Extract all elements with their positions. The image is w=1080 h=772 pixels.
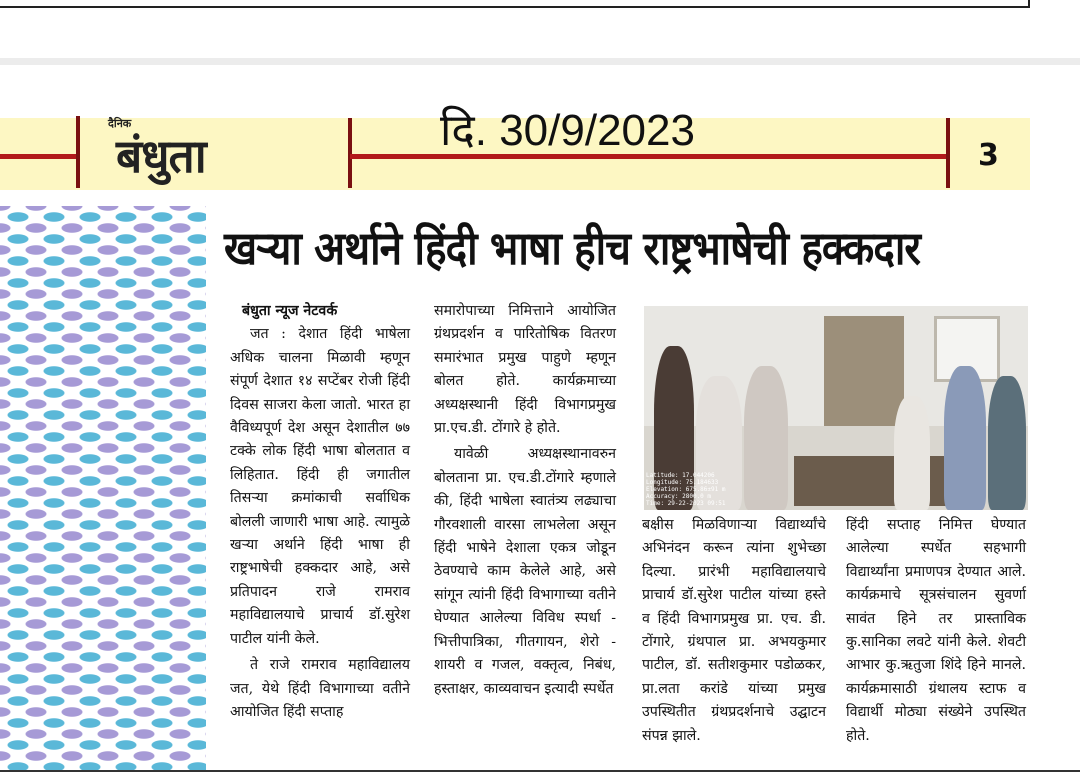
photo-gps-stamp: Latitude: 17.044206 Longitude: 75.184633 Elevation: 675.86±91 m Accuracy: 2800.0 m Time: 29-22-2023 09:51 xyxy=(646,472,726,507)
masthead-divider-mid xyxy=(348,118,352,188)
photo-person xyxy=(894,396,930,510)
article-column-4 xyxy=(846,514,1026,748)
paragraph: समारोपाच्या निमित्ताने आयोजित ग्रंथप्रदर्शन व पारितोषिक वितरण समारंभात प्रमुख पाहुणे म्हणून बोलत होते. कार्यक्रमाच्या अध्यक्षस्थानी हिंदी विभागप्रमुख प्रा.एच.डी. टोंगारे हे होते. xyxy=(434,303,616,437)
article-column-3 xyxy=(642,514,826,748)
issue-date: दि. 30/9/2023 xyxy=(440,106,695,155)
fish-pattern-overlay xyxy=(0,206,206,772)
page-number: 3 xyxy=(978,138,999,173)
article-headline: खऱ्या अर्थाने हिंदी भाषा हीच राष्ट्रभाषेची हक्कदार xyxy=(224,221,921,275)
masthead-rule-left xyxy=(0,154,78,159)
photo-bookshelf xyxy=(824,316,904,426)
article-column-1 xyxy=(230,300,410,724)
event-photo xyxy=(644,306,1028,510)
photo-person xyxy=(944,366,986,510)
masthead-divider-right xyxy=(946,118,950,188)
paragraph: यावेळी अध्यक्षस्थानावरुन बोलताना प्रा. एच.डी.टोंगारे म्हणाले की, हिंदी भाषेला स्वातंत्र्य लढ्याचा गौरवशाली वारसा लाभलेला असून हिंदी भाषेने देशाला एकत्र जोडून ठेवण्याचे काम केलेले आहे, असे सांगून त्यांनी हिंदी विभागाच्या वतीने घेण्यात आलेल्या विविध स्पर्धा - भित्तीपात्रिका, गीतगायन, शेरो - शायरी व गजल, वक्तृत्व, निबंध, हस्ताक्षर, काव्यवाचन इत्यादी स्पर्धेत xyxy=(434,446,616,697)
paragraph: जत : देशात हिंदी भाषेला अधिक चालना मिळावी म्हणून संपूर्ण देशात १४ सप्टेंबर रोजी हिंदी दिवस साजरा केला जातो. भारत हा वैविध्यपूर्ण देश असून देशातील ७७ टक्के लोक हिंदी भाषा बोलतात व लिहितात. हिंदी ही जगातील तिसऱ्या क्रमांकाची सर्वाधिक बोलली जाणारी भाषा आहे. त्यामुळे खऱ्या अर्थाने हिंदी भाषा ही राष्ट्रभाषेची हक्कदार आहे, असे प्रतिपादन राजे रामराव महाविद्यालयाचे प्राचार्य डॉ.सुरेश पाटील यांनी केले. xyxy=(230,326,410,647)
photo-person xyxy=(744,366,788,510)
article-column-2 xyxy=(434,300,616,701)
divider-band xyxy=(0,58,1080,65)
paragraph: हिंदी सप्ताह निमित्त घेण्यात आलेल्या स्पर्धेत सहभागी विद्यार्थ्यांना प्रमाणपत्र देण्यात आले. कार्यक्रमाचे सूत्रसंचालन सुवर्णा सावंत हिने तर प्रास्ताविक कु.सानिका लवटे यांनी केले. शेवटी आभार कु.ऋतुजा शिंदे हिने मानले. कार्यक्रमासाठी ग्रंथालय स्टाफ व विद्यार्थी मोठ्या संख्येने उपस्थित होते. xyxy=(846,517,1026,744)
newspaper-logo: बंधुता xyxy=(116,129,206,183)
paragraph: ते राजे रामराव महाविद्यालय जत, येथे हिंदी विभागाच्या वतीने आयोजित हिंदी सप्ताह xyxy=(230,657,410,720)
paragraph: बक्षीस मिळविणाऱ्या विद्यार्थ्यांचे अभिनंदन करून त्यांना शुभेच्छा दिल्या. प्रारंभी महाविद्यालयाचे प्राचार्य डॉ.सुरेश पाटील यांच्या हस्ते व हिंदी विभागप्रमुख प्रा. एच. डी. टोंगारे, ग्रंथपाल प्रा. अभयकुमार पाटील, डॉ. सतीशकुमार पडोळकर, प्रा.लता करांडे यांच्या प्रमुख उपस्थितीत ग्रंथप्रदर्शनाचे उद्घाटन संपन्न झाले. xyxy=(642,517,826,744)
article-byline: बंधुता न्यूज नेटवर्क xyxy=(242,303,338,319)
previous-clipping-frame xyxy=(0,0,1030,8)
masthead-divider-left xyxy=(76,116,80,188)
newspaper-label: दैनिक xyxy=(108,117,132,130)
photo-person xyxy=(988,376,1026,510)
